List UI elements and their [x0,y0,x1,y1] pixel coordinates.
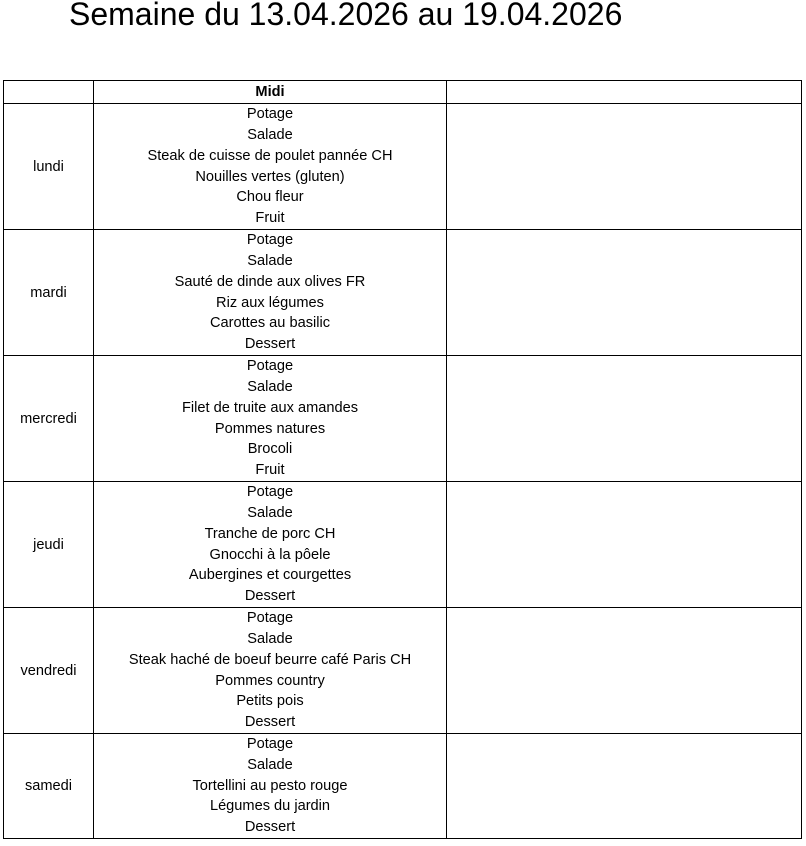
menu-item: Potage [246,106,294,123]
menu-item: Salade [247,127,293,144]
menu-item: Dessert [244,335,296,352]
menu-item: Nouilles vertes (gluten) [195,168,345,185]
midi-menu-cell [94,104,447,230]
menu-item: Pommes country [215,672,325,689]
menu-item: Sauté de dinde aux olives FR [174,273,366,290]
menu-item: Steak de cuisse de poulet pannée CH [147,147,393,164]
menu-item: Potage [246,484,294,501]
table-row-jeudi [4,482,802,608]
menu-item: Légumes du jardin [209,798,331,815]
menu-item: Petits pois [236,693,304,710]
day-label: mardi [4,230,94,356]
empty-cell [447,230,802,356]
menu-item: Steak haché de boeuf beurre café Paris CH [128,651,412,668]
menu-item: Potage [246,358,294,375]
day-label: vendredi [4,608,94,734]
menu-item: Fruit [255,209,285,226]
menu-item: Potage [246,610,294,627]
header-day-column [4,81,94,104]
header-row [4,81,802,104]
empty-cell [447,356,802,482]
menu-item: Aubergines et courgettes [188,567,352,584]
menu-item: Potage [246,232,294,249]
table-row-mardi [4,230,802,356]
menu-item: Dessert [244,713,296,730]
empty-cell [447,734,802,839]
empty-cell [447,608,802,734]
header-midi-column: Midi [94,81,447,104]
menu-item: Potage [246,736,294,753]
menu-item: Salade [247,379,293,396]
menu-item: Pommes natures [214,420,326,437]
day-label: mercredi [4,356,94,482]
midi-menu-cell [94,482,447,608]
header-empty-column [447,81,802,104]
day-label: lundi [4,104,94,230]
menu-item: Tranche de porc CH [204,525,336,542]
table-row-mercredi [4,356,802,482]
menu-item: Salade [247,756,293,773]
menu-item: Riz aux légumes [216,294,324,311]
table-row-samedi [4,734,802,839]
page-title: Semaine du 13.04.2026 au 19.04.2026 [69,0,623,32]
table-row-lundi [4,104,802,230]
table-row-vendredi [4,608,802,734]
menu-item: Dessert [244,587,296,604]
menu-item: Gnocchi à la pôele [209,546,331,563]
menu-item: Salade [247,631,293,648]
menu-item: Brocoli [247,441,293,458]
menu-item: Carottes au basilic [209,315,331,332]
empty-cell [447,104,802,230]
day-label: samedi [4,734,94,839]
empty-cell [447,482,802,608]
menu-table [3,80,802,839]
menu-item: Salade [247,505,293,522]
midi-menu-cell [94,230,447,356]
menu-item: Tortellini au pesto rouge [192,777,348,794]
day-label: jeudi [4,482,94,608]
menu-item: Chou fleur [236,189,304,206]
midi-menu-cell [94,734,447,839]
midi-menu-cell [94,356,447,482]
midi-menu-cell [94,608,447,734]
menu-item: Salade [247,253,293,270]
menu-item: Fruit [255,461,285,478]
menu-item: Filet de truite aux amandes [181,399,359,416]
menu-item: Dessert [244,819,296,836]
